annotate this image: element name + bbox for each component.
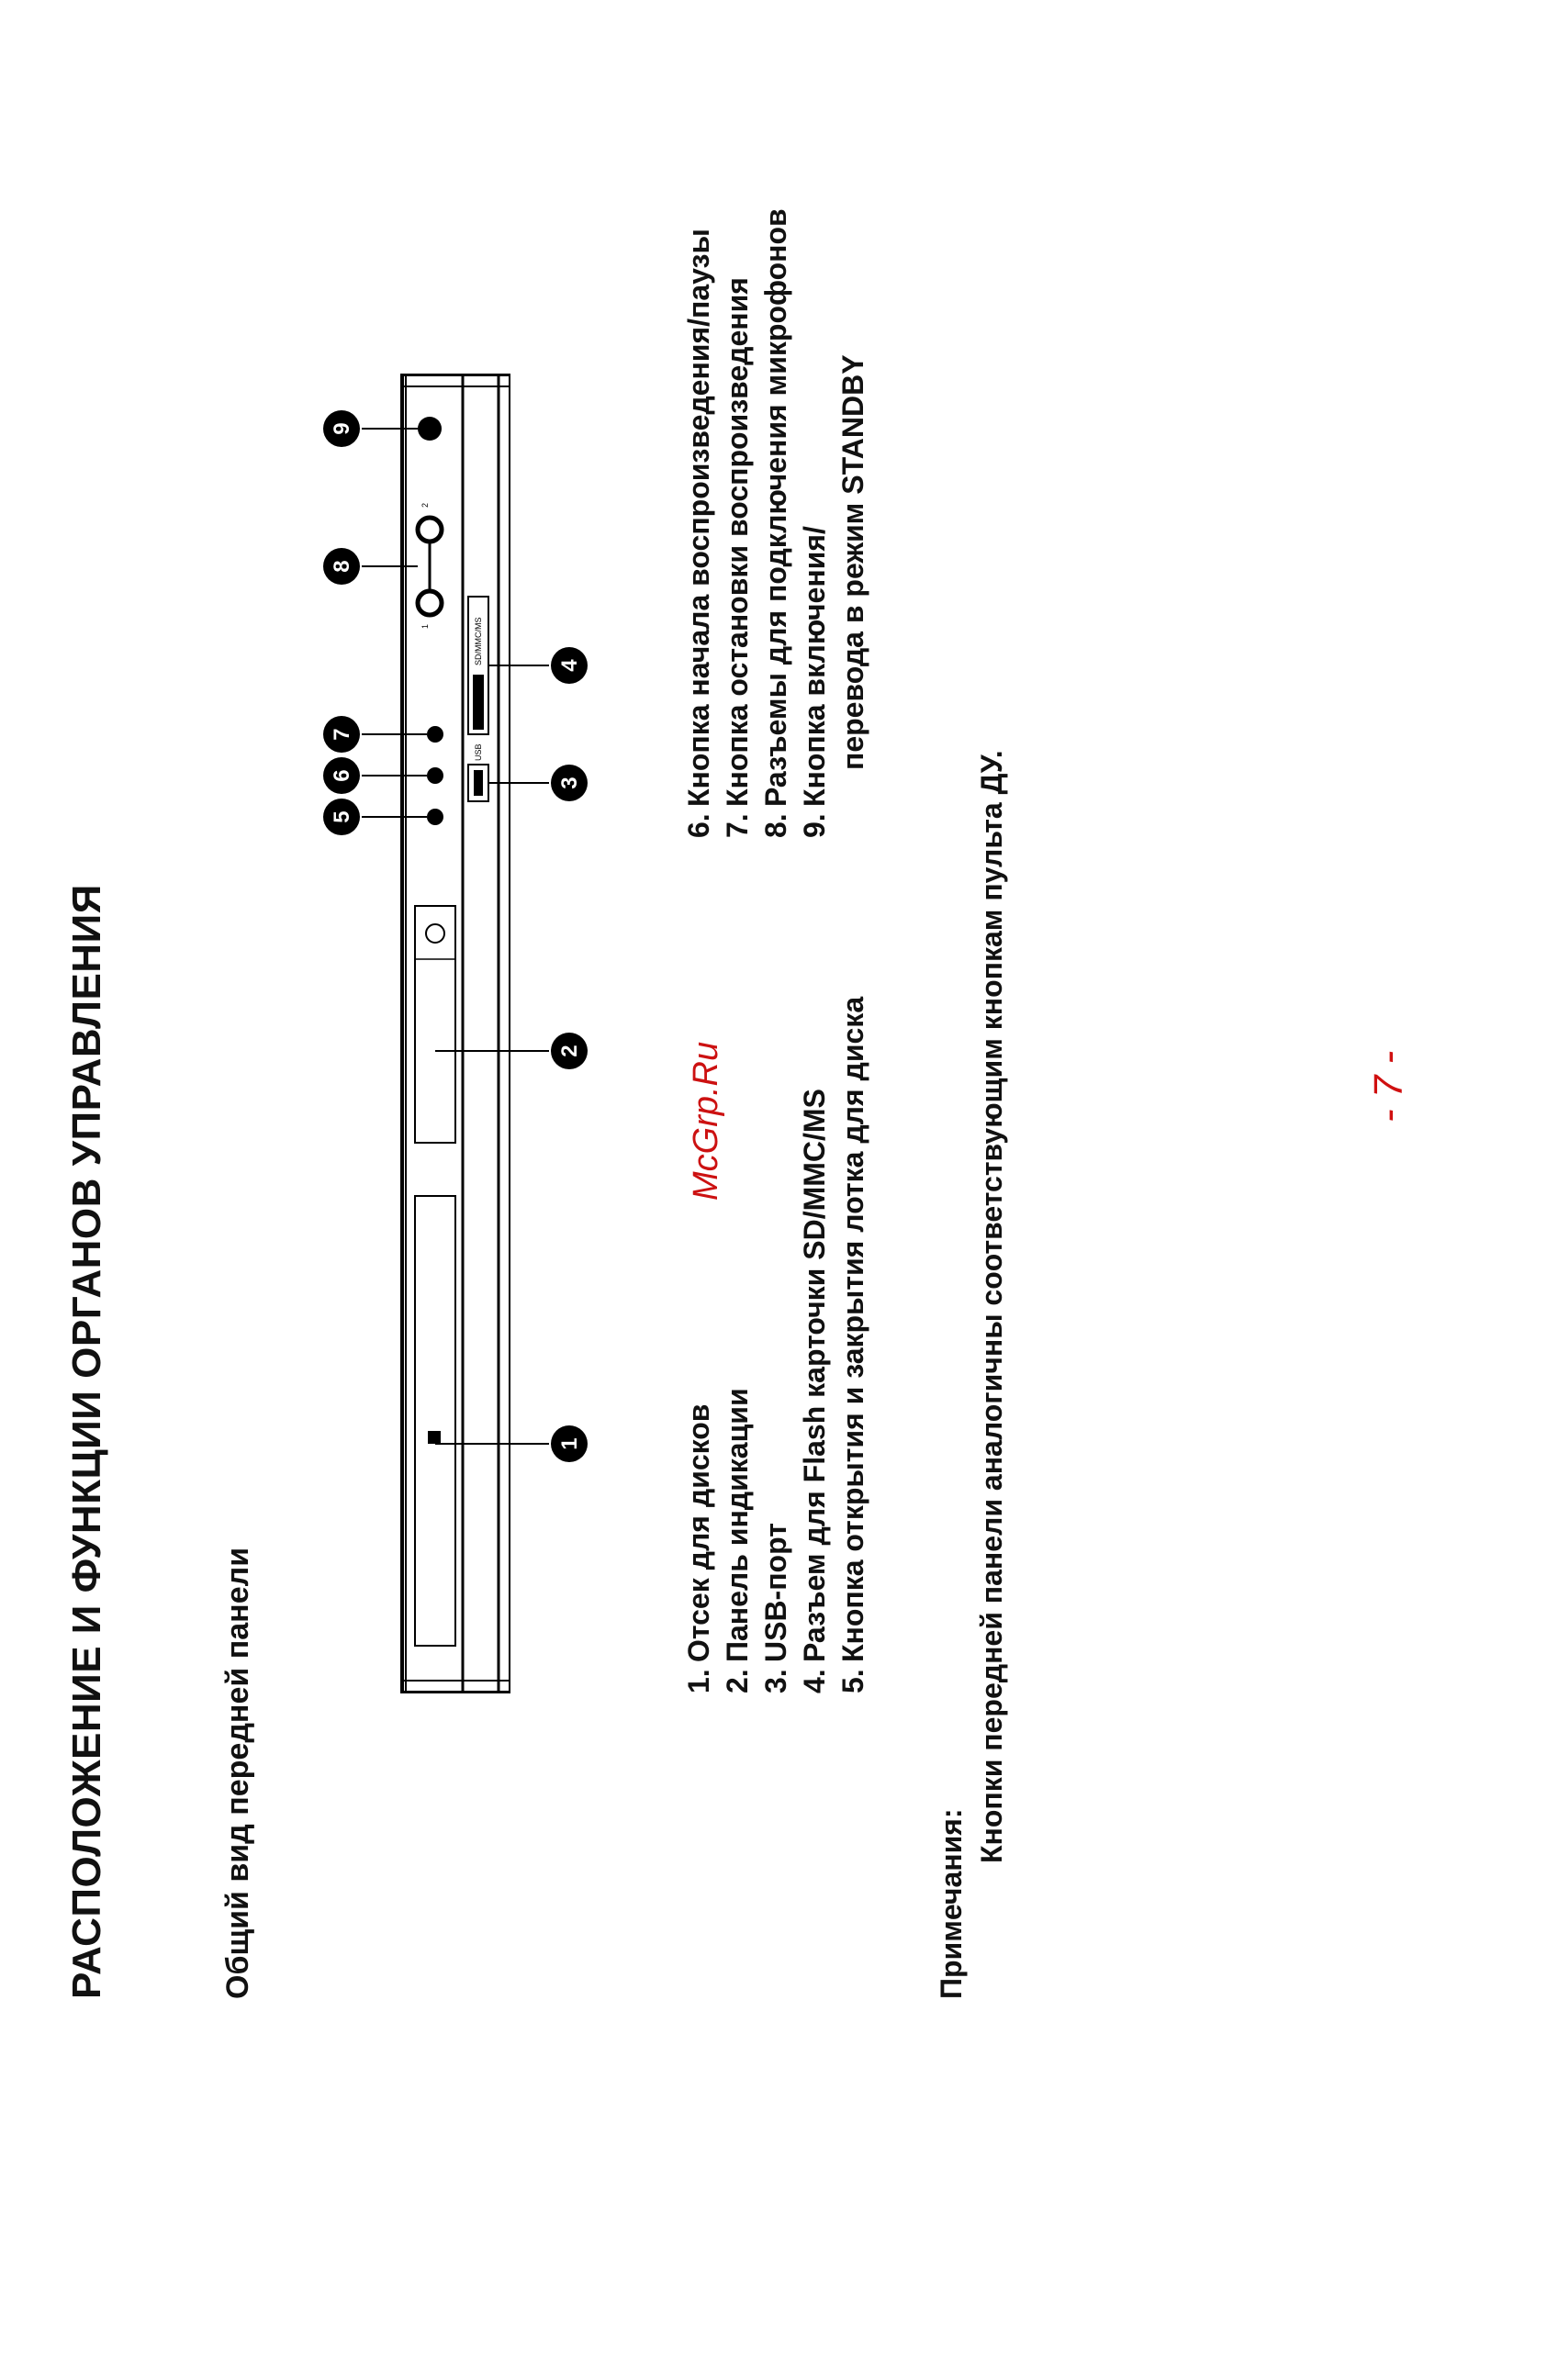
page-number: - 7 - bbox=[1366, 1050, 1411, 1123]
legend-item bbox=[718, 208, 757, 838]
legend-item-number: 3. bbox=[759, 1669, 792, 1693]
section-subtitle: Общий вид передней панели bbox=[220, 1547, 255, 1999]
legend-item-text: Разъемы для подключения микрофонов bbox=[759, 208, 792, 807]
callout-number-8: 8 bbox=[330, 560, 354, 573]
legend-item-text: перевода в режим STANDBY bbox=[836, 354, 869, 770]
usb-label: USB bbox=[474, 743, 483, 761]
legend-list-right bbox=[679, 208, 872, 838]
legend-item-text: Кнопка остановки воспроизведения bbox=[721, 277, 754, 807]
legend-item-number: 1. bbox=[682, 1669, 715, 1693]
notes-text: Кнопки передней панели аналогичны соответствующим кнопкам пульта ДУ. bbox=[975, 750, 1008, 1863]
legend-item bbox=[795, 208, 834, 838]
legend-item bbox=[757, 997, 795, 1693]
mic2-label: 2 bbox=[420, 502, 430, 508]
legend-item-number: 8. bbox=[759, 813, 792, 838]
callout-number-6: 6 bbox=[330, 769, 354, 782]
mic1-label: 1 bbox=[420, 623, 430, 629]
legend-item-text: Отсек для дисков bbox=[682, 1403, 715, 1662]
card-label: SD/MMC/MS bbox=[474, 617, 483, 665]
legend-item bbox=[757, 208, 795, 838]
legend-item-text: Разъем для Flash карточки SD/MMC/MS bbox=[798, 1089, 831, 1662]
callout-number-1: 1 bbox=[557, 1437, 582, 1450]
callout-number-4: 4 bbox=[557, 659, 582, 672]
callout-number-2: 2 bbox=[557, 1045, 582, 1057]
legend-item-text: Кнопка начала воспроизведения/паузы bbox=[682, 229, 715, 807]
page-title: РАСПОЛОЖЕНИЕ И ФУНКЦИИ ОРГАНОВ УПРАВЛЕНИЯ bbox=[64, 884, 109, 1999]
legend-item-text: Панель индикации bbox=[721, 1388, 754, 1662]
legend-item-text: USB-порт bbox=[759, 1523, 792, 1662]
callout-number-9: 9 bbox=[330, 422, 354, 435]
legend-item-number: 9. bbox=[798, 813, 831, 838]
watermark: McGrp.Ru bbox=[687, 1041, 725, 1201]
legend-item-number: 5. bbox=[836, 1669, 869, 1693]
legend-item-number: 4. bbox=[798, 1669, 831, 1693]
callout-number-3: 3 bbox=[557, 777, 582, 789]
legend-item-number: 7. bbox=[721, 813, 754, 838]
callout-number-5: 5 bbox=[330, 810, 354, 823]
legend-item-text: Кнопка открытия и закрытия лотка для диска bbox=[836, 996, 869, 1662]
legend-item-number bbox=[834, 807, 872, 838]
legend-item bbox=[834, 997, 872, 1693]
legend-item-number: 2. bbox=[721, 1669, 754, 1693]
legend-item bbox=[795, 997, 834, 1693]
legend-item-number: 6. bbox=[682, 813, 715, 838]
legend-item-text: Кнопка включения/ bbox=[798, 526, 831, 807]
callouts-group bbox=[323, 410, 588, 1462]
legend-item bbox=[834, 208, 872, 838]
notes-heading: Примечания: bbox=[935, 1808, 968, 1999]
legend-item bbox=[679, 208, 718, 838]
callout-number-7: 7 bbox=[330, 728, 354, 741]
